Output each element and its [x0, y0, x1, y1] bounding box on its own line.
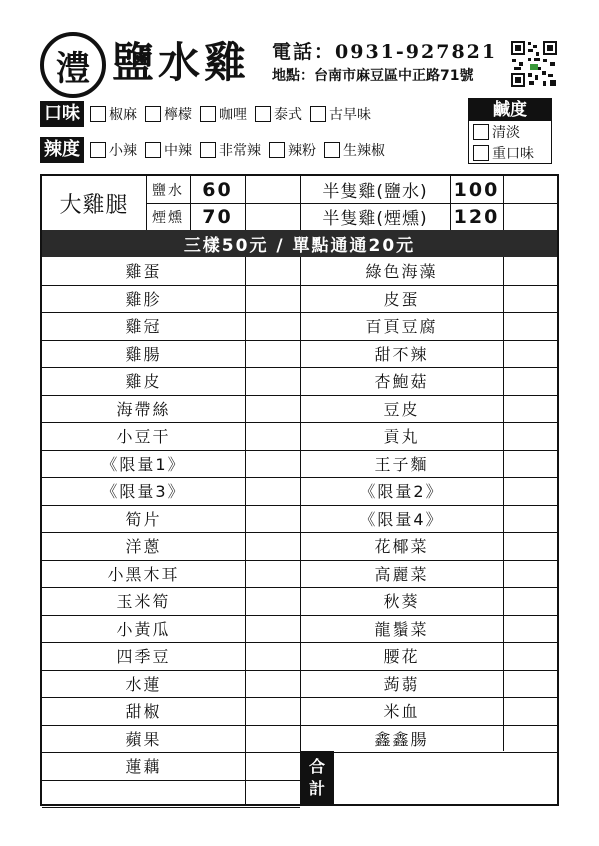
- salty-options: [468, 98, 552, 164]
- flavor-option-label: 檸檬: [164, 107, 192, 123]
- salty-option-label: 清淡: [492, 124, 520, 141]
- checkbox[interactable]: [310, 106, 326, 122]
- flavor-option[interactable]: [255, 104, 302, 124]
- salty-label: 鹹度: [469, 99, 551, 121]
- spicy-option[interactable]: [269, 140, 316, 160]
- drumstick-variant-label: 煙燻: [152, 209, 184, 226]
- salty-option[interactable]: [469, 121, 551, 142]
- menu-item-left: 洋蔥: [125, 537, 162, 557]
- price-banner: 三樣50元 / 單點通通20元: [42, 230, 557, 257]
- checkbox[interactable]: [255, 106, 271, 122]
- half-chicken-price: 120: [453, 205, 500, 228]
- menu-item-right: 綠色海藻: [365, 262, 438, 282]
- flavor-option[interactable]: [310, 104, 371, 124]
- menu-item-right: 米血: [383, 702, 420, 722]
- flavor-option-label: 椒麻: [109, 107, 137, 123]
- menu-item-right: 豆皮: [383, 399, 420, 419]
- half-chicken-name: 半隻雞(煙燻): [322, 209, 428, 229]
- spicy-option-label: 生辣椒: [343, 143, 385, 159]
- spicy-option-label: 小辣: [109, 143, 137, 159]
- checkbox[interactable]: [269, 142, 285, 158]
- menu-item-right: 甜不辣: [374, 344, 429, 364]
- menu-item-left: 甜椒: [125, 702, 162, 722]
- menu-item-left: 雞皮: [125, 372, 162, 392]
- logo: [40, 32, 106, 98]
- menu-item-right: 鑫鑫腸: [374, 729, 429, 749]
- total-label-char: 計: [308, 778, 325, 798]
- spicy-option-label: 辣粉: [288, 143, 316, 159]
- checkbox[interactable]: [90, 106, 106, 122]
- total-label-char: 合: [308, 756, 325, 776]
- phone-line: [272, 40, 497, 64]
- qr-code-icon: [510, 40, 558, 88]
- spicy-option[interactable]: [145, 140, 192, 160]
- menu-item-right: 《限量2》: [359, 482, 444, 502]
- flavor-option[interactable]: [90, 104, 137, 124]
- menu-item-right: 《限量4》: [359, 509, 444, 529]
- spicy-option[interactable]: [200, 140, 261, 160]
- menu-item-right: 腰花: [383, 647, 420, 667]
- menu-item-left: 雞冠: [125, 317, 162, 337]
- menu-item-left: 雞蛋: [125, 262, 162, 282]
- drumstick-price: 60: [202, 178, 233, 201]
- menu-item-left: 小黃瓜: [116, 619, 171, 639]
- menu-item-left: 筍片: [125, 509, 162, 529]
- drumstick-price: 70: [202, 205, 233, 228]
- checkbox[interactable]: [145, 106, 161, 122]
- contact-info: [272, 40, 497, 88]
- menu-item-left: 蘋果: [125, 729, 162, 749]
- total-label: [300, 751, 334, 804]
- checkbox[interactable]: [324, 142, 340, 158]
- checkbox[interactable]: [200, 106, 216, 122]
- menu-item-left: 小豆干: [116, 427, 171, 447]
- menu-item-left: 四季豆: [116, 647, 171, 667]
- menu-item-right: 高麗菜: [374, 564, 429, 584]
- flavor-option-label: 泰式: [274, 107, 302, 123]
- menu-item-left: 《限量3》: [101, 482, 186, 502]
- flavor-option-label: 咖哩: [219, 107, 247, 123]
- menu-item-left: 雞胗: [125, 289, 162, 309]
- spicy-option-label: 非常辣: [219, 143, 261, 159]
- spicy-option[interactable]: [90, 140, 137, 160]
- brand-title: 鹽水雞: [112, 38, 251, 87]
- phone-label: 電話：: [272, 41, 336, 63]
- flavor-label: 口味: [40, 101, 84, 127]
- phone-number: 0931-927821: [335, 41, 498, 63]
- flavor-option[interactable]: [200, 104, 247, 124]
- spicy-option[interactable]: [324, 140, 385, 160]
- half-chicken-price: 100: [453, 178, 500, 201]
- half-chicken-name: 半隻雞(鹽水): [322, 182, 428, 202]
- menu-item-right: 龍鬚菜: [374, 619, 429, 639]
- menu-item-right: 杏鮑菇: [374, 372, 429, 392]
- menu-item-right: 貢丸: [383, 427, 420, 447]
- drumstick-name: 大雞腿: [59, 192, 129, 218]
- menu-item-right: 蒟蒻: [383, 674, 420, 694]
- menu-item-left: 海帶絲: [116, 399, 171, 419]
- flavor-option[interactable]: [145, 104, 192, 124]
- menu-item-left: 小黑木耳: [107, 564, 180, 584]
- menu-item-right: 百頁豆腐: [365, 317, 438, 337]
- address-text: 台南市麻豆區中正路71號: [314, 68, 474, 84]
- menu-item-left: 玉米筍: [116, 592, 171, 612]
- menu-item-right: 花椰菜: [374, 537, 429, 557]
- spicy-option-label: 中辣: [164, 143, 192, 159]
- menu-item-right: 皮蛋: [383, 289, 420, 309]
- checkbox[interactable]: [473, 124, 489, 140]
- drumstick-variant-label: 鹽水: [152, 182, 184, 199]
- menu-item-right: 王子麵: [374, 454, 429, 474]
- checkbox[interactable]: [90, 142, 106, 158]
- logo-char: 澧: [56, 48, 90, 89]
- menu-table: [40, 174, 559, 806]
- checkbox[interactable]: [473, 145, 489, 161]
- flavor-option-label: 古早味: [329, 107, 371, 123]
- salty-option[interactable]: [469, 142, 551, 163]
- checkbox[interactable]: [200, 142, 216, 158]
- salty-option-label: 重口味: [492, 145, 534, 162]
- menu-item-left: 雞腸: [125, 344, 162, 364]
- address-line: [272, 64, 497, 88]
- spicy-options: [40, 137, 393, 163]
- menu-item-left: 水蓮: [125, 674, 162, 694]
- menu-item-right: 秋葵: [383, 592, 420, 612]
- address-label: 地點：: [272, 68, 314, 84]
- menu-item-left: 《限量1》: [101, 454, 186, 474]
- checkbox[interactable]: [145, 142, 161, 158]
- menu-item-left: 蓮藕: [125, 757, 162, 777]
- spicy-label: 辣度: [40, 137, 84, 163]
- flavor-options: [40, 101, 379, 127]
